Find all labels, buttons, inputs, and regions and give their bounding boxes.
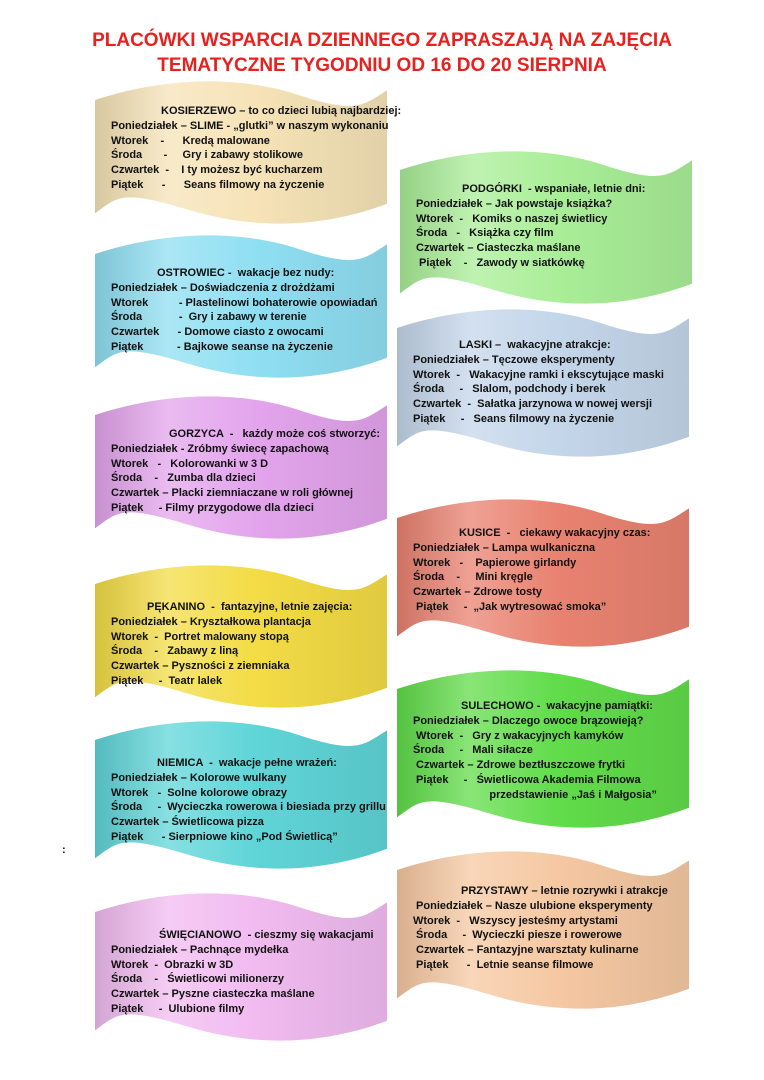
- card-content: [413, 699, 689, 803]
- card-heading: NIEMICA - wakacje pełne wrażeń:: [157, 757, 337, 769]
- schedule-line: Wtorek - Komiks o naszej świetlicy: [416, 212, 608, 225]
- card-content: [111, 756, 387, 845]
- card-przystawy: [397, 858, 689, 1008]
- schedule-line: Wtorek - Obrazki w 3D: [111, 958, 234, 971]
- schedule-line: Piątek - Świetlicowa Akademia Filmowa: [413, 773, 641, 786]
- page-title-line-2: TEMATYCZNE TYGODNIU OD 16 DO 20 SIERPNIA: [157, 55, 607, 76]
- card-heading: PĘKANINO - fantazyjne, letnie zajęcia:: [147, 601, 353, 613]
- schedule-line: Czwartek – Świetlicowa pizza: [111, 816, 264, 829]
- card-niemica: [95, 728, 387, 868]
- schedule-line: Poniedziałek – Pachnące mydełka: [111, 943, 289, 956]
- card-laski: [397, 316, 689, 456]
- schedule-line: Piątek - Filmy przygodowe dla dzieci: [111, 501, 314, 514]
- schedule-line: Czwartek – Pyszne ciasteczka maślane: [111, 988, 315, 1001]
- card-heading: PODGÓRKI - wspaniałe, letnie dni:: [462, 183, 646, 195]
- card-kusice: [397, 506, 689, 646]
- schedule-line: Poniedziałek - Zróbmy świecę zapachową: [111, 442, 329, 455]
- schedule-line: Wtorek - Plastelinowi bohaterowie opowiadań: [111, 296, 378, 309]
- schedule-line: przedstawienie „Jaś i Małgosia”: [413, 788, 657, 801]
- schedule-line: Czwartek – Fantazyjne warsztaty kulinarne: [413, 944, 639, 957]
- schedule-line: Środa - Zumba dla dzieci: [111, 472, 256, 485]
- schedule-line: Poniedziałek – Kryształkowa plantacja: [111, 615, 311, 628]
- card-heading: PRZYSTAWY – letnie rozrywki i atrakcje: [461, 885, 668, 897]
- schedule-line: Wtorek - Kolorowanki w 3 D: [111, 457, 269, 470]
- schedule-line: Piątek - Zawody w siatkówkę: [416, 256, 585, 269]
- schedule-line: Wtorek - Wszyscy jesteśmy artystami: [413, 914, 618, 927]
- schedule-line: Poniedziałek – Nasze ulubione eksperymenty: [413, 899, 653, 912]
- card-heading: SULECHOWO - wakacyjne pamiątki:: [461, 700, 653, 712]
- card-content: [111, 427, 387, 516]
- schedule-line: Czwartek - Domowe ciasto z owocami: [111, 326, 324, 339]
- stray-colon: :: [62, 844, 66, 856]
- schedule-line: Czwartek - Sałatka jarzynowa w nowej wersji: [413, 398, 653, 411]
- schedule-line: Poniedziałek – Tęczowe eksperymenty: [413, 353, 615, 366]
- schedule-line: Czwartek - I ty możesz być kucharzem: [111, 164, 323, 177]
- card-content: [413, 526, 689, 615]
- card-heading: ŚWIĘCIANOWO - cieszmy się wakacjami: [159, 929, 374, 941]
- card-content: [111, 104, 402, 193]
- schedule-line: Czwartek – Zdrowe beztłuszczowe frytki: [413, 759, 626, 772]
- card-pekanino: [95, 572, 387, 707]
- schedule-line: Środa - Książka czy film: [416, 227, 554, 240]
- schedule-line: Poniedziałek – Dlaczego owoce brązowieją?: [413, 714, 644, 727]
- card-content: [413, 884, 689, 973]
- card-kosierzewo: [95, 88, 402, 223]
- schedule-line: Poniedziałek – Jak powstaje książka?: [416, 197, 613, 210]
- schedule-line: Piątek - Ulubione filmy: [111, 1002, 245, 1015]
- schedule-line: Wtorek - Gry z wakacyjnych kamyków: [413, 729, 624, 742]
- schedule-line: Wtorek - Portret malowany stopą: [111, 630, 289, 643]
- schedule-line: Poniedziałek – SLIME - „glutki” w naszym wykonaniu: [111, 119, 389, 132]
- card-sulechowo: [397, 677, 689, 827]
- schedule-line: Środa - Gry i zabawy stolikowe: [111, 149, 303, 162]
- schedule-line: Poniedziałek – Doświadczenia z drożdżami: [111, 281, 335, 294]
- card-gorzyca: [95, 403, 387, 538]
- card-content: [111, 600, 387, 689]
- schedule-line: Czwartek – Placki ziemniaczane w roli głównej: [111, 487, 354, 500]
- schedule-line: Środa - Wycieczki piesze i rowerowe: [413, 929, 622, 942]
- schedule-line: Środa - Mini kręgle: [413, 571, 533, 584]
- schedule-line: Piątek - Teatr lalek: [111, 674, 223, 687]
- schedule-line: Piątek - Sierpniowe kino „Pod Świetlicą”: [111, 830, 338, 843]
- schedule-line: Środa - Wycieczka rowerowa i biesiada przy grillu: [111, 801, 386, 814]
- schedule-line: Środa - Zabawy z liną: [111, 645, 239, 658]
- card-content: [416, 182, 692, 271]
- card-content: [111, 266, 387, 355]
- schedule-line: Piątek - Bajkowe seanse na życzenie: [111, 340, 333, 353]
- card-content: [413, 338, 689, 427]
- card-content: [111, 928, 387, 1017]
- schedule-line: Wtorek - Solne kolorowe obrazy: [111, 786, 288, 799]
- page-title-line-1: PLACÓWKI WSPARCIA DZIENNEGO ZAPRASZAJĄ NA ZAJĘCIA: [92, 30, 672, 51]
- schedule-line: Piątek - Letnie seanse filmowe: [413, 958, 594, 971]
- card-heading: OSTROWIEC - wakacje bez nudy:: [157, 267, 335, 279]
- schedule-line: Środa - Świetlicowi milionerzy: [111, 973, 284, 986]
- schedule-line: Wtorek - Papierowe girlandy: [413, 556, 577, 569]
- schedule-line: Czwartek – Zdrowe tosty: [413, 586, 542, 599]
- schedule-line: Poniedziałek – Lampa wulkaniczna: [413, 541, 596, 554]
- card-heading: GORZYCA - każdy może coś stworzyć:: [169, 428, 381, 440]
- schedule-line: Środa - Slalom, podchody i berek: [413, 383, 606, 396]
- schedule-line: Czwartek – Ciasteczka maślane: [416, 242, 581, 255]
- card-heading: KOSIERZEWO – to co dzieci lubią najbardziej:: [161, 105, 402, 117]
- card-heading: KUSICE - ciekawy wakacyjny czas:: [459, 527, 651, 539]
- card-heading: LASKI – wakacyjne atrakcje:: [459, 339, 611, 351]
- schedule-line: Piątek - Seans filmowy na życzenie: [111, 178, 325, 191]
- schedule-line: Wtorek - Kredą malowane: [111, 134, 270, 147]
- schedule-line: Wtorek - Wakacyjne ramki i ekscytujące maski: [413, 368, 664, 381]
- schedule-line: Piątek - „Jak wytresować smoka”: [413, 600, 607, 613]
- schedule-line: Piątek - Seans filmowy na życzenie: [413, 412, 615, 425]
- schedule-line: Środa - Gry i zabawy w terenie: [111, 311, 307, 324]
- schedule-line: Środa - Mali siłacze: [413, 744, 533, 757]
- card-swiecianowo: [95, 900, 387, 1040]
- card-ostrowiec: [95, 242, 387, 377]
- schedule-line: Czwartek – Pyszności z ziemniaka: [111, 660, 290, 673]
- schedule-line: Poniedziałek – Kolorowe wulkany: [111, 771, 287, 784]
- card-podgorki: [400, 158, 692, 303]
